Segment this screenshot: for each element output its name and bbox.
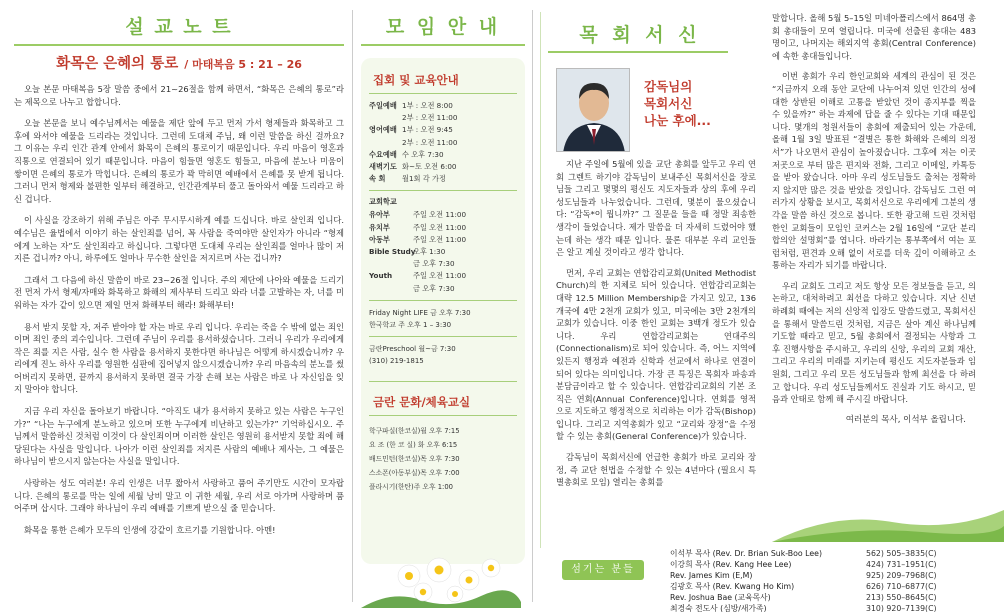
schedule-time: 주일 오전 11:00: [413, 234, 467, 244]
schedule-day: [369, 258, 413, 270]
staff-row: [670, 559, 990, 570]
schedule-row: [369, 173, 519, 185]
pastor-portrait-icon: [557, 69, 630, 152]
letter-paragraph: 이번 총회가 우리 한인교회와 세계의 관심이 된 것은 “지금까지 오래 동안 교단에 나누어져 있던 인간의 성에 대한 상반된 이해로 고통을 받았던 것이 종지부를 찍을 수 있을까?” 하는 과제에 답을 줄 수 있다는 기대 때문입니다. 몇개의 청원서들이 총회에 제출되어 있는 가운데, 올해 1월 3일 발표된 “결별은 통한 화해와 은혜의 의정서”가 나오면서 관심이 높아졌습니다. 그후에 저는 이곳 저곳으로 부터 많은 편지와 전화, 그리고 이메일, 카톡등을 받아 왔습니다. 아마 우리 성도님들도 출처는 정확하지 않지만 많은 것을 받았을 것입니다. 감독님도 그런 여러가지 상황을 보시고, 목회서신으로 우리에게 그분의 생각을 말씀 하신 것으로 봅니다. 또한 광고해 드린 것처럼 한인 교회들이 모임인 코커스는 2월 16일에 “교단 분리 합의안 설명회”를 엽니다. 바라기는 통부쪽에서 여는 포럼처럼, 편견과 오해 없이 서로를 더욱 깊이 이해하고 소통하는 자리가 되기를 바랍니다.: [772, 71, 976, 271]
staff-row: [670, 603, 990, 612]
schedule-time: 2부 : 오전 11:00: [402, 137, 458, 147]
staff-phone: 626) 710–6877(C): [866, 582, 937, 591]
schedule-time: 월1회 각 가정: [402, 174, 446, 184]
pastor-photo: [556, 68, 630, 152]
letter-callout: [644, 78, 711, 129]
preschool-line: 금란Preschool 월~금 7:30: [369, 344, 456, 353]
schedule-time: 주일 오전 11:00: [413, 271, 467, 281]
grass-illustration: [772, 492, 1004, 542]
culture-title: 금란 문화/체육교실: [373, 394, 471, 409]
letter-paragraph: 감독님이 목회서신에 언급한 총회가 바로 교리와 장정, 즉 교단 헌법을 수정할 수 있는 4년마다 (필요시 특별총회로 모임) 열리는 총회를: [556, 452, 756, 488]
staff-row: [670, 548, 990, 559]
class-item: 플라시기(한탄)주 오후 1:00: [369, 482, 453, 491]
staff-row: [670, 581, 990, 592]
letter-signoff: 여러분의 목사, 이석부 올립니다.: [845, 414, 966, 425]
korean-school-line: 한국학교 주 오후 1 – 3:30: [369, 320, 452, 329]
schedule-row: [369, 137, 519, 149]
sermon-body: [14, 83, 344, 536]
school-schedule: [361, 209, 525, 294]
sermon-reference: / 마태복음 5 : 21 – 26: [184, 58, 302, 71]
letter-paragraph: 말합니다. 올해 5월 5–15일 미네아폴리스에서 864명 총회 총대들이 모여 열립니다. 미국에 선출된 총대는 483명이고, 나머지는 해외지역 총회(Central Conference)에 속한 총대들입니다.: [772, 13, 976, 61]
schedule-row: [369, 149, 519, 161]
daisy-flowers-illustration: [361, 550, 521, 608]
schedule-day: [369, 137, 402, 149]
schedule-row: [369, 283, 519, 295]
schedule-row: [369, 209, 519, 221]
schedule-row: [369, 246, 519, 258]
box-rule: [369, 300, 517, 301]
sermon-paragraph: 그래서 그 다음에 하신 말씀이 바로 23~26절 입니다. 주의 제단에 나아와 예물을 드리기 전 먼저 가서 형제/자매와 화목하고 화해의 제사부터 드리고 와라 너를 고발하는 자, 너를 미워하는 자가 같이 있으면 제일 먼저 화해부터 해라! 화해부터!: [14, 274, 344, 310]
staff-row: [670, 570, 990, 581]
callout-line: 감독님의: [644, 79, 693, 94]
schedule-time: 금 오후 7:30: [413, 259, 455, 269]
pastor-letter-area: [540, 12, 1004, 612]
schedule-time: 금 오후 7:30: [413, 283, 455, 293]
column-divider: [352, 10, 353, 602]
box-rule: [369, 381, 517, 382]
schedule-row: [369, 222, 519, 234]
worship-schedule: [361, 100, 525, 185]
staff-phone: 424) 731–1951(C): [866, 560, 937, 569]
class-item: 스소폰(아동부실)목 오후 7:00: [369, 468, 460, 477]
staff-phone: 310) 920–7139(C): [866, 604, 937, 612]
staff-name: 김광호 목사 (Rev. Kwang Ho Kim): [670, 582, 795, 591]
culture-classes: [361, 422, 525, 496]
staff-name: 이석부 목사 (Rev. Dr. Brian Suk-Boo Lee): [670, 549, 823, 558]
extra-programs: [361, 307, 525, 331]
schedule-day: Bible Study: [369, 247, 416, 257]
schedule-time: 주일 오전 11:00: [413, 210, 467, 220]
box-rule: [369, 190, 517, 191]
schedule-row: [369, 112, 519, 124]
staff-row: [670, 592, 990, 603]
staff-label: 섬기는 분들: [562, 560, 644, 580]
schedule-day: 아동부: [369, 234, 390, 244]
section-rule: [361, 44, 525, 46]
schedule-row: [369, 161, 519, 173]
schedule-time: 화~토 오전 6:00: [402, 162, 457, 172]
schedule-row: [369, 270, 519, 282]
letter-paragraph: 우리 교회도 그리고 저도 항상 모든 정보들을 듣고, 의논하고, 대처하려고 최선을 다하고 있습니다. 지난 신년하례회 때에는 저의 신앙적 입장도 말씀드렸고, 목회서신을 통해서 말씀드린 것처럼, 지금은 살아 계신 하나님께 기도할 때라고 믿고, 5월 총회에서 결정되는 사항과 그 후 진행사항을 주시하고, 우리의 신앙, 우리의 교회 재산, 그리고 우리의 미래를 지키는데 평신도 지도자분들과 임원회, 그리고 우리 모든 성도님들과 함께 최선을 다 하려고 합니다. 우리 성도님들께서도 진실과 기도 하시고, 믿음과 안태로 함께 해 주시길 바랍니다.: [772, 280, 976, 405]
section-rule: [548, 51, 728, 53]
schedule-day: 수요예배: [369, 149, 397, 159]
box-rule: [369, 415, 517, 416]
box-rule: [369, 93, 517, 94]
sermon-title: 화목은 은혜의 통로: [56, 56, 179, 72]
schedule-day: 새벽기도: [369, 162, 397, 172]
schedule-row: [369, 124, 519, 136]
schedule-day: 유치부: [369, 222, 390, 232]
letter-column-right: [772, 12, 976, 426]
schedule-row: [369, 100, 519, 112]
schedule-time: 수 오후 7:30: [402, 149, 444, 159]
column-divider: [532, 10, 533, 602]
sermon-paragraph: 오늘 본문을 보니 예수님께서는 예물을 제단 앞에 두고 먼저 가서 형제들과 화목하고 그 후에 와서야 예물을 드리라는 것입니다. 그런데 도대체 주님, 왜 이런 말씀을 하신 걸까요? 그 이유는 우리 인간 관계 안에서 화목이 은혜의 통로이기 때문입니다. 우리 마음이 영혼과 직통으로 연결되어 있기 때문입니다. 마음이 힘들면 영혼도 힘들고, 마음에 분노나 미움이 쌓이면 은혜의 통로가 막힙니다. 은혜의 통로가 꽉 막히면 예배에서 은혜를 못 받게 됩니다. 그러니 먼저 형제와 불편한 일부터 해결하고, 인간관계부터 풀고 돌아와서 예물 드리라고 하신 겁니다.: [14, 118, 344, 204]
letter-paragraph: 지난 주일에 5월에 있을 교단 총회를 앞두고 우리 연회 그렌트 하기야 감독님이 보내주신 목회서신을 장로님들 그리고 몇몇의 평신도 지도자들과 상의 후에 우리 성도님들과 나누었습니다. 그런데, 몇분이 물으셨습니다: “감독*이 뭡니까?” 그 질문을 들을 때 정말 죄송한 생각이 들었습니다. 제가 말씀을 더 자세히 드렸어야 했는데 하는 생각 때문 입니다. 물론 대부분 우리 교인들은 알고 계실 것이라고 생각 합니다.: [556, 159, 756, 258]
schedule-day: 유아부: [369, 210, 390, 220]
schedule-time: 오후 1:30: [413, 247, 446, 257]
sermon-paragraph: 이 사실을 강조하기 위해 주님은 아주 무시무시하게 예를 드십니다. 바로 살인죄 입니다. 예수님은 율법에서 이야기 하는 살인죄를 넘어, 꼭 사람을 죽여야만 살인자가 아니라 “형제에게 노하는 자”도 살인죄라고 하십니다. 그렇다면 도대체 우리는 살인죄를 얼마나 많이 저지른 겁니까? 아니, 하루에도 얼마나 무수한 살인을 저지르며 사는 겁니까?: [14, 215, 344, 264]
schedule-time: 1부 : 오전 8:00: [402, 101, 453, 110]
staff-name: 최경숙 전도사 (심방/새가족): [670, 604, 767, 612]
schedule-day: 속 회: [369, 174, 386, 184]
sermon-notes-column: [14, 12, 344, 608]
staff-list: [670, 548, 990, 612]
staff-name: Rev. Joshua Bae (교육목사): [670, 593, 771, 602]
meetings-column: [361, 12, 525, 608]
meetings-box-title: 집회 및 교육안내: [373, 73, 459, 87]
preschool-info: [361, 343, 525, 367]
sermon-heading: [14, 52, 344, 73]
schedule-row: [369, 234, 519, 246]
class-item: 학구파실(한코실)월 오후 7:15: [369, 426, 460, 435]
schedule-time: 1부 : 오전 9:45: [402, 125, 453, 135]
sermon-paragraph: 오늘 본문 마태복음 5장 말씀 중에서 21~26절을 함께 하면서, “화목은 은혜의 통로”라는 제목으로 나누고 합합니다.: [14, 84, 344, 107]
sermon-paragraph: 사랑하는 성도 여러분! 우리 인생은 너무 짧아서 사랑하고 품어 주기만도 시간이 모자랍니다. 은혜의 통로를 막는 일에 세월 낭비 말고 이 귀한 세월, 우리 서로 아가며 사랑하며 품어주며 삽시다. 그래야 하나님이 우리 예배를 기쁘게 받으실 줄 믿습니다.: [14, 478, 344, 514]
letter-paragraph: 먼저, 우리 교회는 연합감리교회(United Methodist Church)의 한 지체로 되어 있습니다. 연합감리교회는 대략 12.5 Million Membership을 가지고 있고, 136개국에 4만 2천개 교회가 있고, 미국에는 3만 2천개의 교회가 있습니다. 이중 한인 교회는 3백개 정도가 있습니다. 우리 연합감리교회는 연대주의(Connectionalism)로 되어 있습니다. 즉, 어느 지역에 있든지 행정과 예전과 신학과 선교에서 하나로 연결이 되어 있다는 의미입니다. 가장 큰 특징은 목회자 파송과 분담금이라고 할 수 있습니다. 연합감리교회의 기본 조직은 연회(Annual Conference)입니다. 연회를 영적으로 지도하고 행정적으로 치리하는 이가 감독(Bishop)입니다. 그리고 지역총회가 있고 “교리와 장정”을 수정할 수 있는 총회(General Conference)가 있습니다.: [556, 267, 756, 442]
schedule-row: [369, 258, 519, 270]
sermon-section-title: 설 교 노 트: [125, 16, 233, 38]
meetings-section-title: 모 임 안 내: [385, 16, 501, 38]
box-rule: [369, 336, 517, 337]
schedule-time: 2부 : 오전 11:00: [402, 113, 458, 123]
callout-line: 나눈 후에...: [644, 113, 711, 128]
callout-line: 목회서신: [644, 96, 693, 111]
schedule-day: [369, 283, 413, 295]
staff-phone: 213) 550–8645(C): [866, 593, 937, 602]
class-item: 요 조 (한 코 실) 화 오후 6:15: [369, 440, 458, 449]
friday-life-line: Friday Night LIFE 금 오후 7:30: [369, 308, 471, 317]
staff-name: 이강희 목사 (Rev. Kang Hee Lee): [670, 560, 792, 569]
staff-name: Rev. James Kim (E,M): [670, 571, 753, 580]
staff-phone: 925) 209–7968(C): [866, 571, 937, 580]
sermon-paragraph: 지금 우리 자신을 돌아보기 바랍니다. “아직도 내가 용서하지 못하고 있는 사람은 누구인가?” “나는 누구에게 분노하고 있으며 또한 누구에게 비난하고 있는가?” 기억하십시오. 주님께서 말씀하신 것처럼 이것이 다 살인죄이며 이러한 살인은 영원히 용서받지 못할 죄에 해당된다는 사실을 말입니다. 나아가 이런 살인죄를 저지른 사람의 예배나 제사는, 그 예물은 하나님이 받으시지 않는다는 사실을 말입니다.: [14, 406, 344, 467]
preschool-phone: (310) 219-1815: [369, 356, 424, 365]
church-school-title: 교회학교: [369, 197, 397, 207]
staff-phone: 562) 505–3835(C): [866, 549, 937, 558]
sermon-paragraph: 화목을 통한 은혜가 모두의 인생에 강같이 흐르기를 기원합니다. 아멘!: [24, 524, 276, 535]
meetings-info-box: [361, 58, 525, 564]
schedule-day: 영어예배: [369, 125, 397, 135]
sermon-paragraph: 용서 받지 못할 자, 저주 받아야 할 자는 바로 우리 입니다. 우리는 죽을 수 밖에 없는 죄인이며 죄인 중의 괴수입니다. 그런데 주님이 우리를 용서하셨습니다. 그러니 우리가 우리에게 작은 죄를 지은 사람, 실수 한 사람을 용서하지 못한다면 하나님은 어떻게 하시겠습니까? 우리에게 진노 하사 우리를 영원한 심판에 집어넣지 않으시겠습니까? 우리 마음속의 분노를 썼어버리지 못하면, 끝까지 용서하지 못하면 결국 가장 손해 보는 사람은 바로 나 자신임을 잊지 말아야 합니다.: [14, 321, 344, 395]
section-rule: [14, 44, 344, 46]
pastor-section-title: 목 회 서 신: [579, 24, 701, 46]
schedule-day: [369, 112, 402, 124]
schedule-time: 주일 오전 11:00: [413, 222, 467, 232]
letter-column-left: [556, 158, 756, 497]
class-item: 배드민턴(한코실)목 오후 7:30: [369, 454, 460, 463]
schedule-day: Youth: [369, 271, 393, 281]
schedule-day: 주일예배: [369, 101, 397, 110]
